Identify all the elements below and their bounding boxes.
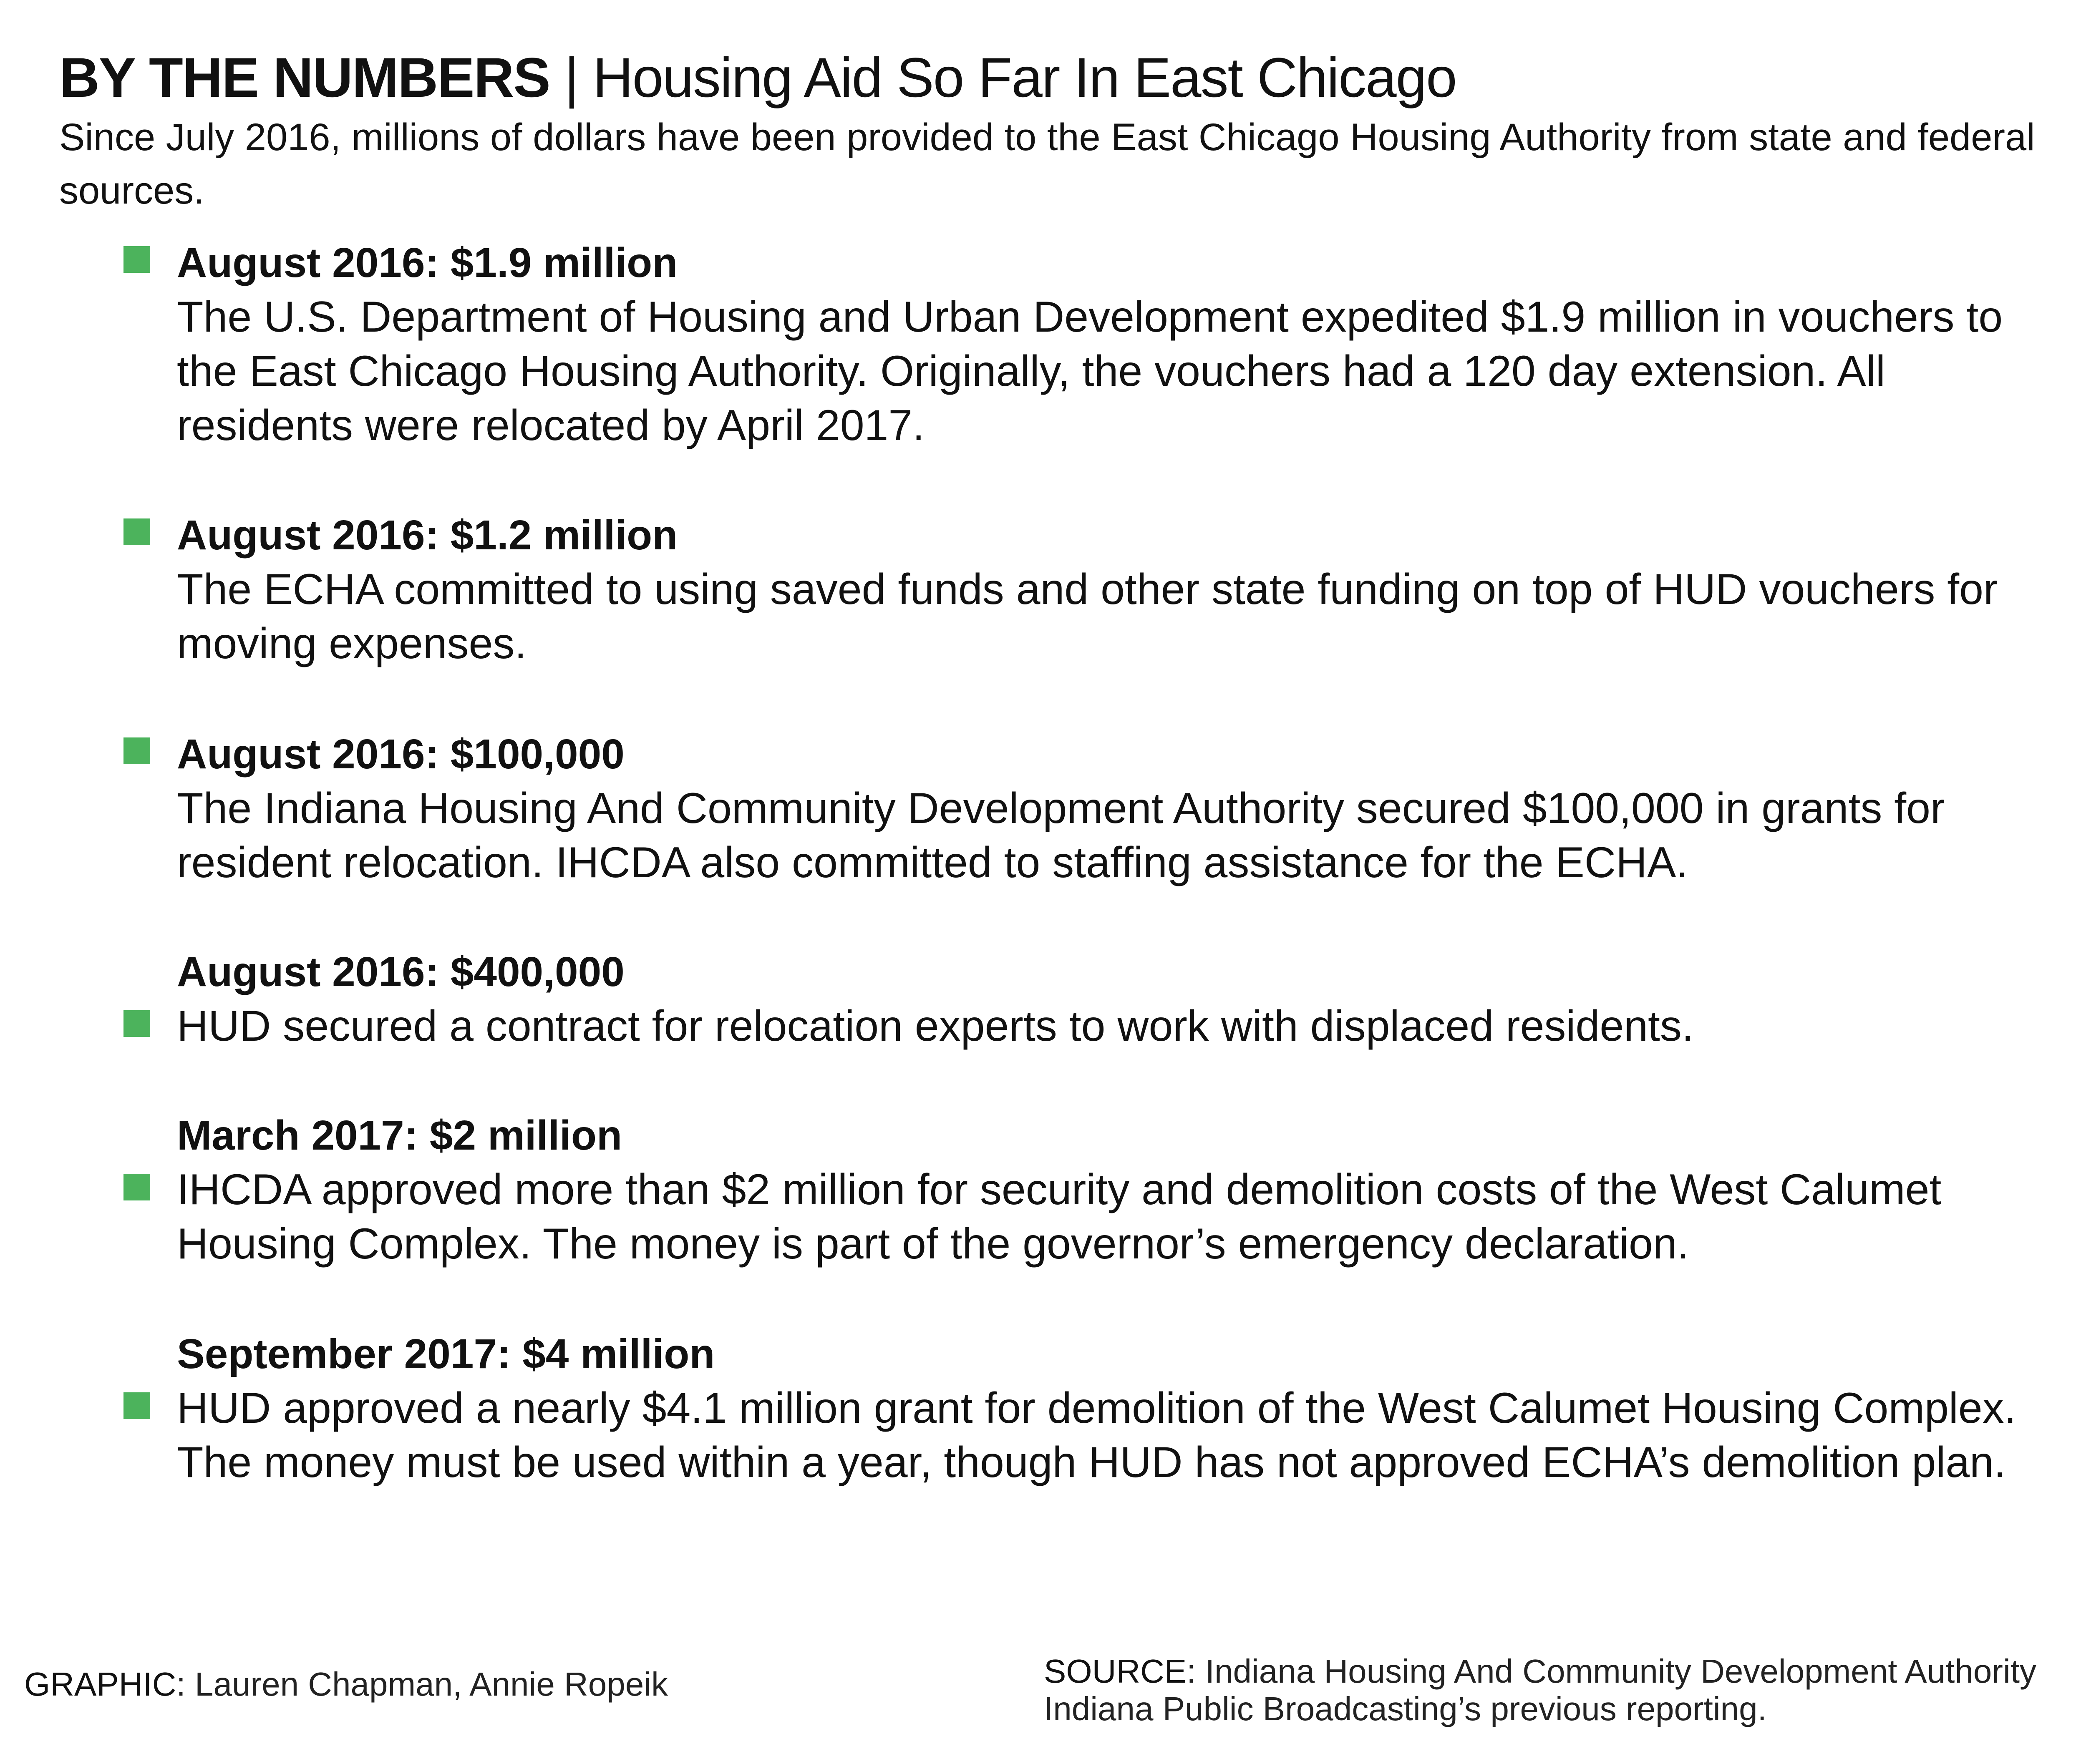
graphic-credit-label: GRAPHIC <box>24 1666 176 1703</box>
entry-body: IHCDA approved more than $2 million for security and demolition costs of the West Calumet Housing Complex. The money is part of the governor’s emergency declaration. <box>177 1165 1942 1268</box>
source-credit-label: SOURCE <box>1044 1653 1187 1690</box>
entry-heading: August 2016: $1.2 million <box>177 512 678 559</box>
list-item <box>177 1108 2033 1271</box>
list-item <box>177 508 2033 671</box>
list-bullet-icon <box>123 1174 150 1200</box>
graphic-credit <box>24 1664 668 1704</box>
title-separator: | <box>564 47 578 109</box>
title-kicker: BY THE NUMBERS <box>59 47 550 109</box>
list-bullet-icon <box>123 737 150 764</box>
list-item <box>177 945 2033 1053</box>
entry-heading: August 2016: $400,000 <box>177 949 625 995</box>
source-credit-line1: : Indiana Housing And Community Development Authority <box>1187 1653 2036 1690</box>
list-item <box>177 727 2033 890</box>
entry-body: HUD secured a contract for relocation experts to work with displaced residents. <box>177 1002 1694 1050</box>
list-bullet-icon <box>123 1010 150 1037</box>
list-bullet-icon <box>123 246 150 273</box>
list-bullet-icon <box>123 518 150 545</box>
list-item <box>177 236 2033 453</box>
title-text: Housing Aid So Far In East Chicago <box>592 47 1456 109</box>
page-title <box>59 47 1456 109</box>
list-item <box>177 1327 2033 1490</box>
source-credit <box>1044 1653 2036 1728</box>
entry-heading: August 2016: $1.9 million <box>177 239 678 286</box>
entry-body: The Indiana Housing And Community Development Authority secured $100,000 in grants for resident relocation. IHCDA also committed to staffing assistance for the ECHA. <box>177 784 1945 887</box>
entry-heading: March 2017: $2 million <box>177 1112 622 1159</box>
graphic-credit-names: : Lauren Chapman, Annie Ropeik <box>176 1666 668 1703</box>
entry-body: HUD approved a nearly $4.1 million grant for demolition of the West Calumet Housing Complex. The money must be used within a year, though HUD has not approved ECHA’s demolition plan. <box>177 1384 2016 1487</box>
entry-heading: August 2016: $100,000 <box>177 731 625 778</box>
source-credit-line2: Indiana Public Broadcasting’s previous reporting. <box>1044 1690 1767 1727</box>
entry-heading: September 2017: $4 million <box>177 1331 715 1377</box>
entry-body: The ECHA committed to using saved funds and other state funding on top of HUD vouchers for moving expenses. <box>177 565 1998 668</box>
entry-body: The U.S. Department of Housing and Urban Development expedited $1.9 million in vouchers to the East Chicago Housing Authority. Originally, the vouchers had a 120 day extension. All residents were relocated by April 2017. <box>177 293 2003 450</box>
list-bullet-icon <box>123 1392 150 1419</box>
subtitle: Since July 2016, millions of dollars have been provided to the East Chicago Housing Authority from state and federal sources. <box>59 116 2035 212</box>
